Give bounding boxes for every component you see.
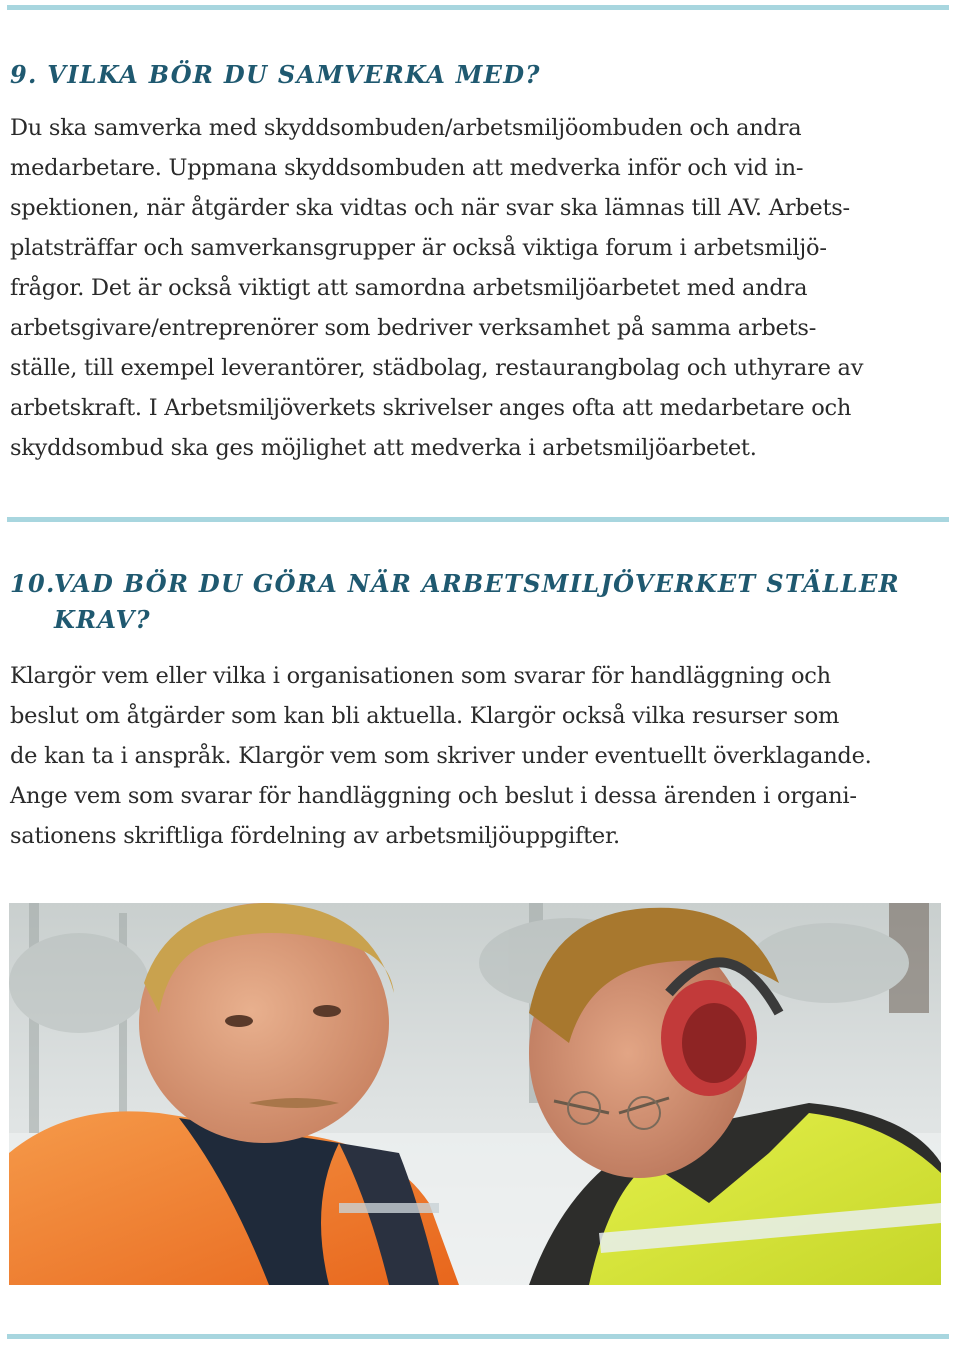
paragraph-line: de kan ta i anspråk. Klargör vem som skriver under eventuellt överklagande. [10, 743, 872, 769]
bottom-divider [7, 1334, 949, 1339]
section-10-heading-line2: KRAV? [54, 605, 151, 634]
paragraph-line: Ange vem som svarar för handläggning och beslut i dessa ärenden i organi- [10, 783, 857, 809]
paragraph-line: platsträffar och samverkansgrupper är också viktiga forum i arbetsmiljö- [10, 235, 827, 261]
paragraph-line: arbetskraft. I Arbetsmiljöverkets skrivelser anges ofta att medarbetare och [10, 395, 852, 421]
section-10-number: 10. [10, 569, 56, 598]
top-divider [7, 5, 949, 10]
paragraph-line: beslut om åtgärder som kan bli aktuella. Klargör också vilka resurser som [10, 703, 840, 729]
paragraph-line: frågor. Det är också viktigt att samordna arbetsmiljöarbetet med andra [10, 275, 808, 301]
section-10-heading [10, 566, 900, 638]
section-9-paragraph [10, 108, 950, 468]
section-10-paragraph [10, 656, 950, 856]
paragraph-line: skyddsombud ska ges möjlighet att medverka i arbetsmiljöarbetet. [10, 435, 757, 461]
workers-photo [9, 903, 941, 1285]
paragraph-line: arbetsgivare/entreprenörer som bedriver verksamhet på samma arbets- [10, 315, 817, 341]
paragraph-line: sationens skriftliga fördelning av arbetsmiljöuppgifter. [10, 823, 620, 849]
paragraph-line: ställe, till exempel leverantörer, städbolag, restaurangbolag och uthyrare av [10, 355, 864, 381]
section-9-heading: 9. VILKA BÖR DU SAMVERKA MED? [10, 60, 541, 89]
paragraph-line: medarbetare. Uppmana skyddsombuden att medverka inför och vid in- [10, 155, 804, 181]
middle-divider [7, 517, 949, 522]
section-10-heading-line1: VAD BÖR DU GÖRA NÄR ARBETSMILJÖVERKET STÄLLER [54, 569, 900, 598]
paragraph-line: Du ska samverka med skyddsombuden/arbetsmiljöombuden och andra [10, 115, 802, 141]
paragraph-line: spektionen, när åtgärder ska vidtas och när svar ska lämnas till AV. Arbets- [10, 195, 850, 221]
paragraph-line: Klargör vem eller vilka i organisationen som svarar för handläggning och [10, 663, 831, 689]
